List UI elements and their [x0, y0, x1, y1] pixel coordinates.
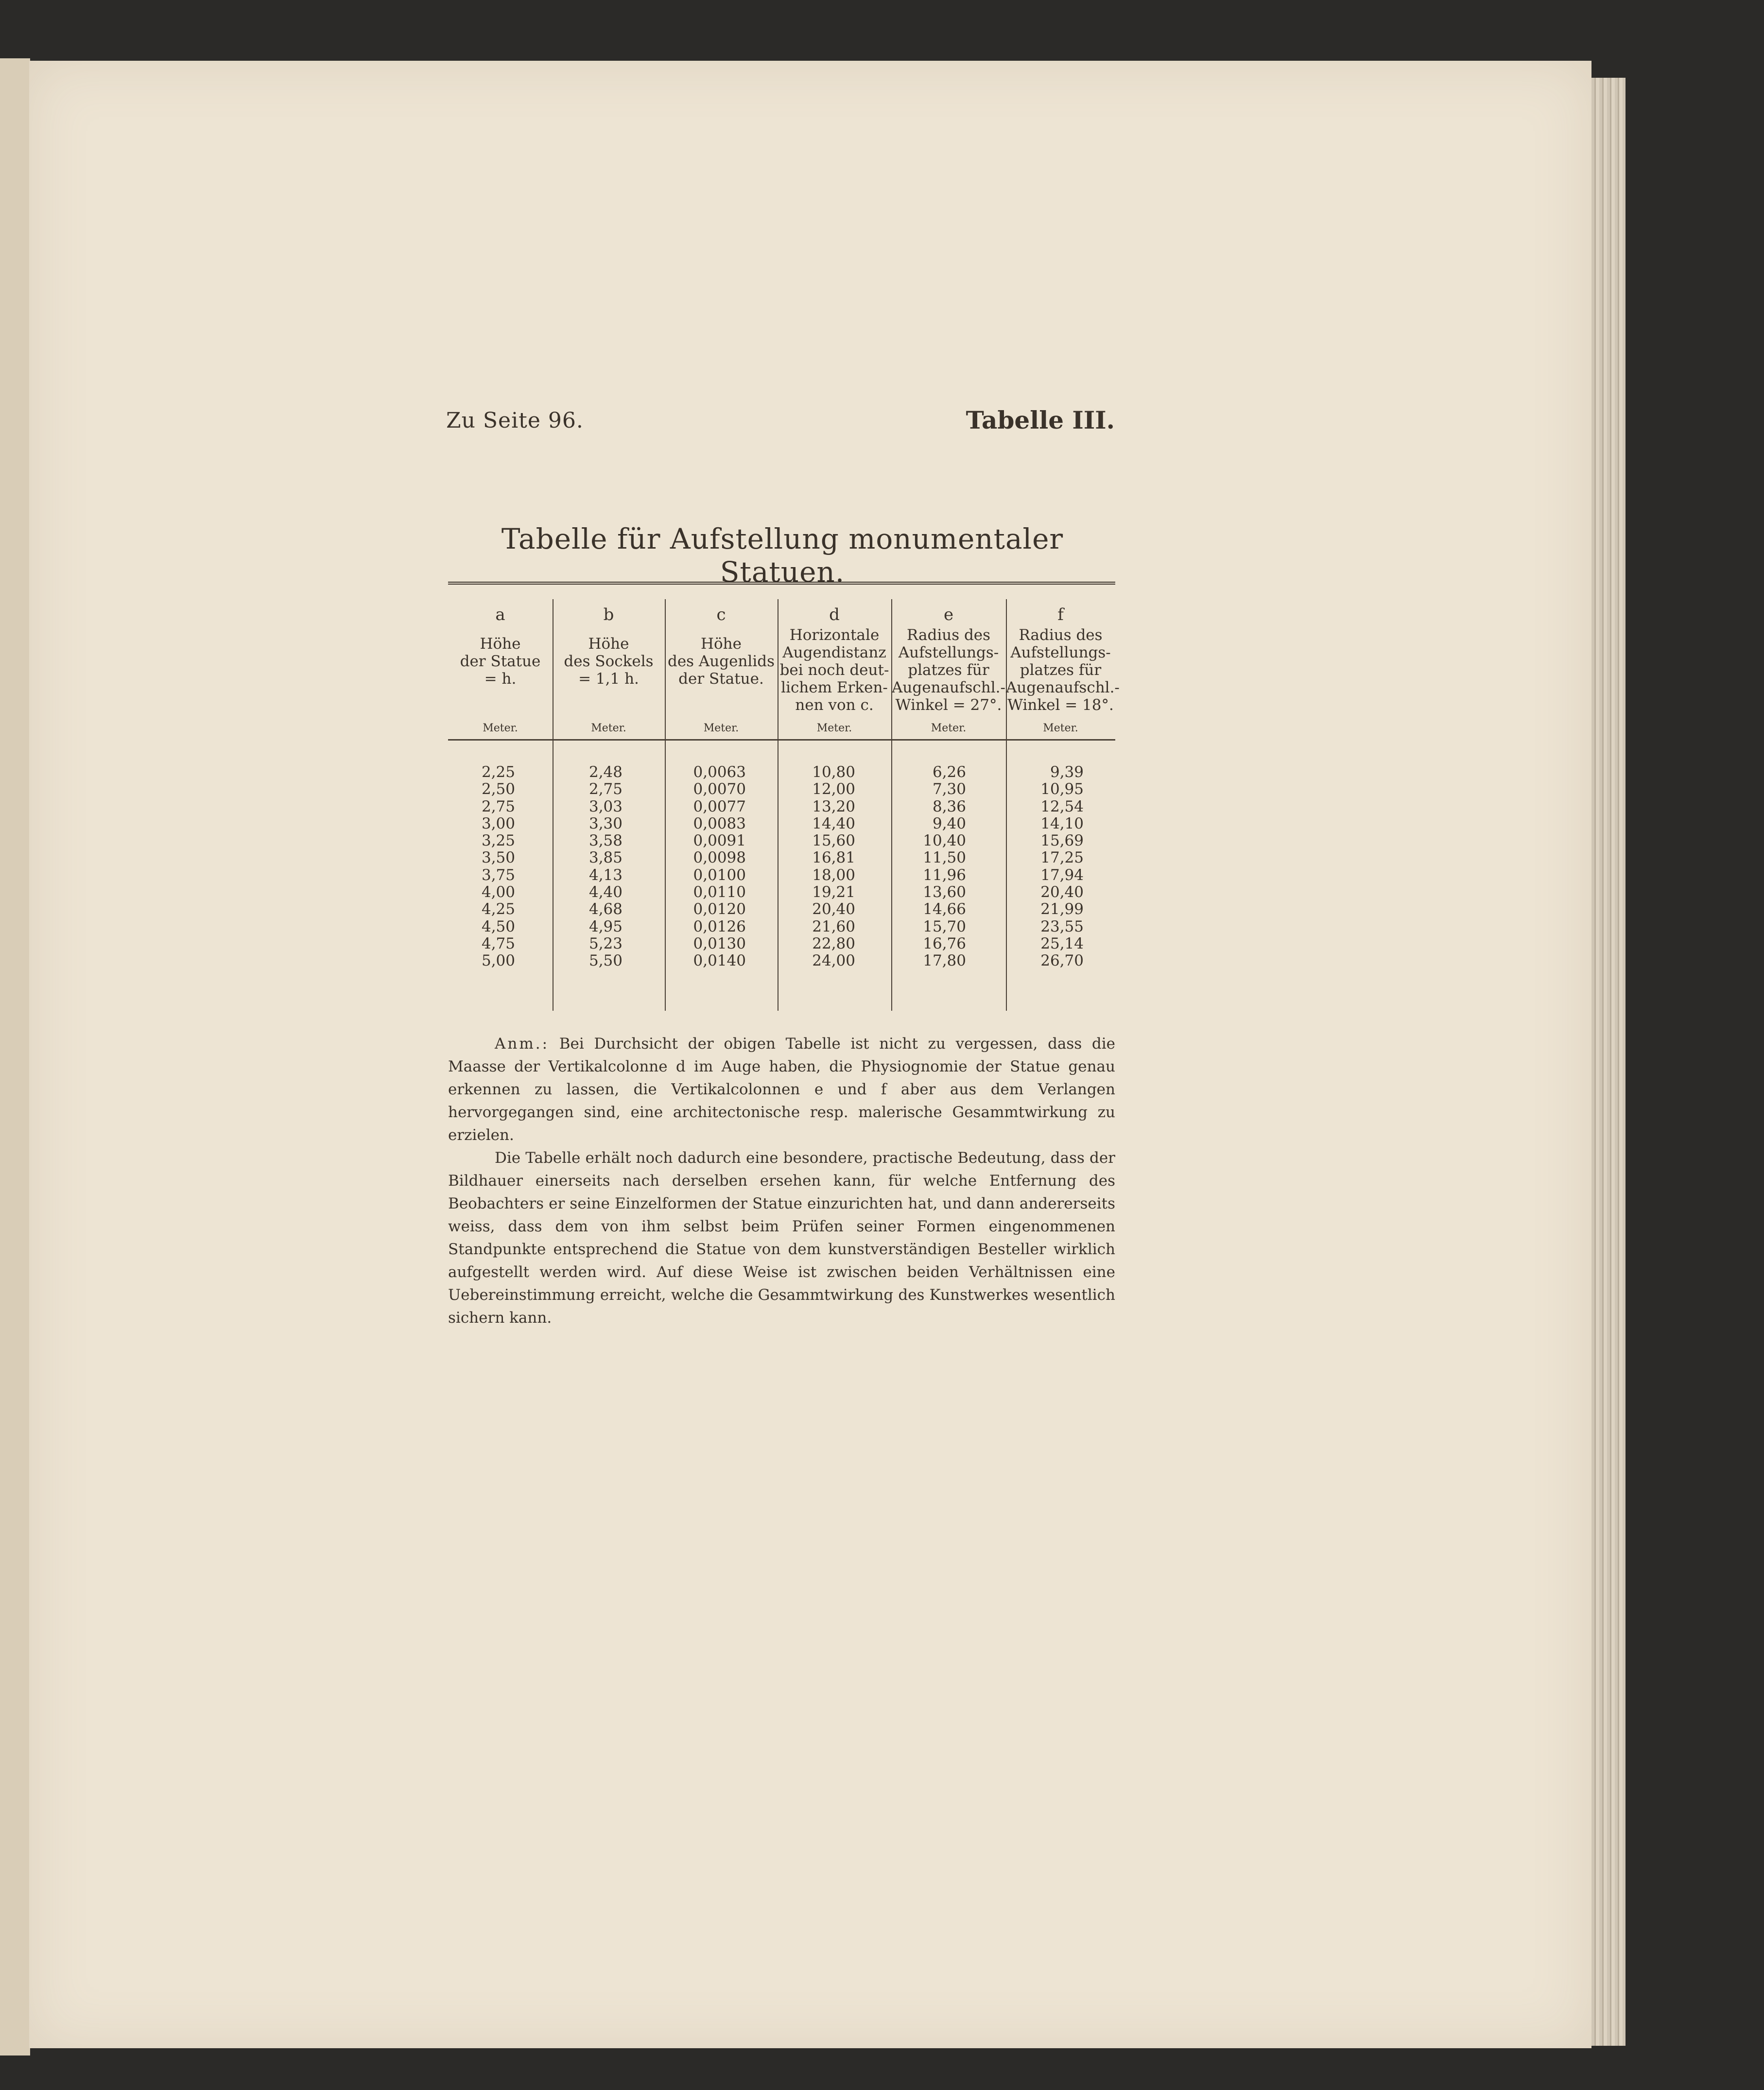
page-reference: Zu Seite 96. — [446, 408, 584, 433]
column-letter: f — [1057, 605, 1064, 624]
left-page-edge — [0, 58, 30, 2055]
footnote — [448, 1033, 1115, 1330]
column-unit: Meter. — [483, 722, 518, 734]
footnote-label: Anm.: — [495, 1035, 550, 1053]
column-values: 2,48 2,75 3,03 3,30 3,58 3,85 4,13 4,40 4,68 4,95 5,23 5,50 — [588, 763, 623, 970]
column-letter: a — [495, 605, 505, 624]
column-unit: Meter. — [816, 722, 852, 734]
column-heading: Höhe des Augenlids der Statue. — [667, 635, 775, 688]
table-number: Tabelle III. — [966, 406, 1115, 434]
column-heading: Radius des Aufstellungs- platzes für Augenaufschl.- Winkel = 18°. — [1006, 626, 1120, 714]
column-unit: Meter. — [591, 722, 626, 734]
footnote-paragraph-2: Die Tabelle erhält noch dadurch eine besondere, practische Bedeutung, dass der Bildhauer einerseits nach derselben ersehen kann, für welche Entfernung des Beobachters er seine Einzelformen der Statue einzurichten hat, und dann andererseits weiss, dass dem von ihm selbst beim Prüfen seiner Formen eingenommenen Standpunkte entsprechend die Statue von dem kunstverständigen Besteller wirklich aufgestellt werden wird. Auf diese Weise ist zwischen beiden Verhältnissen eine Uebereinstimmung erreicht, welche die Gesammtwirkung des Kunstwerkes wesentlich sichern kann. — [448, 1149, 1115, 1327]
column-values: 0,0063 0,0070 0,0077 0,0083 0,0091 0,0098 0,0100 0,0110 0,0120 0,0126 0,0130 0,0140 — [693, 763, 746, 970]
data-table — [448, 582, 1120, 1011]
column-letter: c — [716, 605, 726, 624]
column-unit: Meter. — [703, 722, 739, 734]
column-heading: Höhe der Statue = h. — [460, 635, 541, 688]
column-letter: b — [603, 605, 614, 624]
column-unit: Meter. — [1043, 722, 1078, 734]
column-heading: Horizontale Augendistanz bei noch deut- lichem Erken- nen von c. — [779, 626, 889, 714]
column-values: 9,39 10,95 12,54 14,10 15,69 17,25 17,94 20,40 21,99 23,55 25,14 26,70 — [1040, 763, 1084, 970]
column-values: 2,25 2,50 2,75 3,00 3,25 3,50 3,75 4,00 4,25 4,50 4,75 5,00 — [481, 763, 515, 970]
column-letter: e — [943, 605, 954, 624]
table-title: Tabelle für Aufstellung monumentaler Statuen. — [501, 522, 1064, 588]
column-unit: Meter. — [931, 722, 967, 734]
column-heading: Radius des Aufstellungs- platzes für Augenaufschl.- Winkel = 27°. — [892, 626, 1005, 714]
column-values: 6,26 7,30 8,36 9,40 10,40 11,50 11,96 13,60 14,66 15,70 16,76 17,80 — [923, 763, 966, 970]
header-rule — [448, 739, 1115, 741]
footnote-paragraph-1 — [448, 1033, 1115, 1147]
footnote-text-1: Bei Durchsicht der obigen Tabelle ist nicht zu vergessen, dass die Maasse der Vertikalcolonne d im Auge haben, die Physiognomie der Statue genau erkennen zu lassen, die Vertikalcolonnen e und f aber aus dem Verlangen hervorgegangen sind, eine architectonische resp. malerische Gesammtwirkung zu erzielen. — [448, 1035, 1116, 1144]
column-heading: Höhe des Sockels = 1,1 h. — [564, 635, 654, 688]
column-values: 10,80 12,00 13,20 14,40 15,60 16,81 18,00 19,21 20,40 21,60 22,80 24,00 — [812, 763, 855, 970]
page-edges — [1591, 78, 1626, 2046]
column-letter: d — [829, 605, 840, 624]
